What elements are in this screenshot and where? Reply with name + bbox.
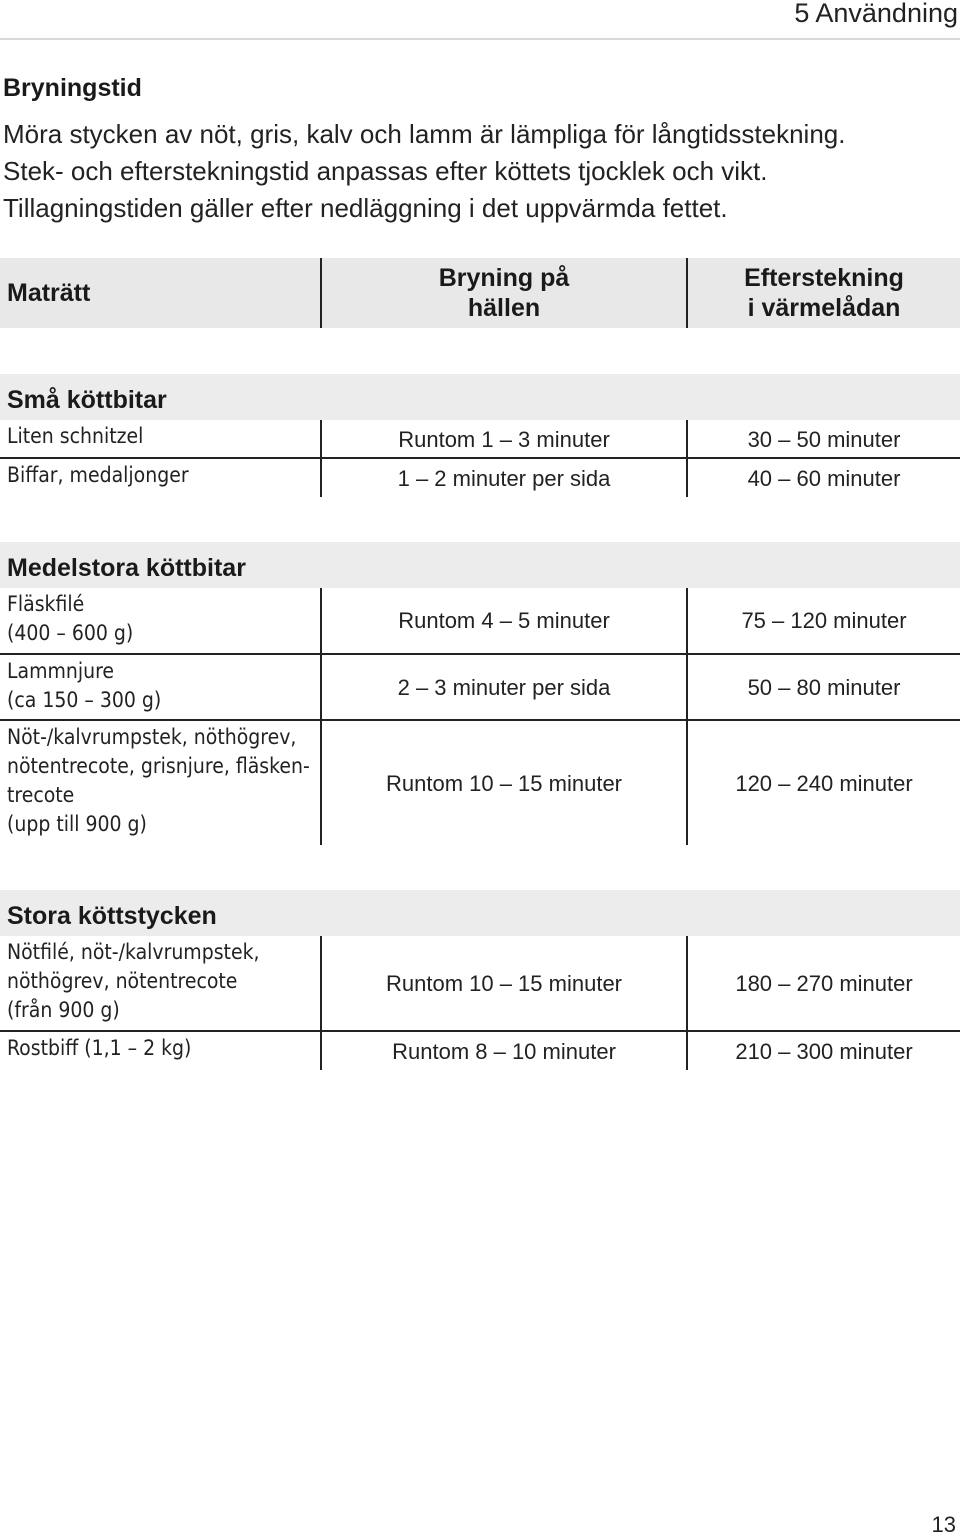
dish-cell [0, 1032, 320, 1070]
after-frying-cell: 30 – 50 minuter [686, 420, 960, 458]
chapter-heading: 5 Användning [794, 0, 958, 28]
dish-cell [0, 459, 320, 497]
dish-cell [0, 655, 320, 719]
browning-cell: 1 – 2 minuter per sida [320, 459, 686, 497]
dish-cell [0, 936, 320, 1030]
dish-text: Nöt-/kalvrumpstek, nöthögrev, [7, 725, 297, 749]
header-divider [0, 38, 960, 40]
dish-text: Biffar, medaljonger [7, 463, 189, 487]
intro-line: Stek- och efterstekningstid anpassas efter köttets tjocklek och vikt. [3, 156, 768, 186]
dish-cell [0, 721, 320, 845]
dish-text: (400 – 600 g) [7, 621, 134, 645]
table-row [0, 1032, 960, 1070]
page-number: 13 [931, 1512, 956, 1537]
table-row [0, 420, 960, 458]
intro-line: Möra stycken av nöt, gris, kalv och lamm är lämpliga för långtidsstekning. [3, 119, 846, 149]
browning-cell: 2 – 3 minuter per sida [320, 655, 686, 719]
browning-cell: Runtom 10 – 15 minuter [320, 936, 686, 1030]
after-frying-cell: 210 – 300 minuter [686, 1032, 960, 1070]
table-row [0, 721, 960, 845]
column-header-after-frying [686, 258, 960, 328]
column-header-browning [320, 258, 686, 328]
dish-text: (från 900 g) [7, 998, 120, 1022]
group-title: Stora köttstycken [7, 901, 217, 930]
after-frying-cell: 120 – 240 minuter [686, 721, 960, 845]
dish-text: (ca 150 – 300 g) [7, 688, 162, 712]
dish-text: Lammnjure [7, 659, 115, 683]
group-header-row [0, 374, 960, 420]
header-text: i värmelådan [747, 294, 901, 322]
dish-text: trecote [7, 783, 75, 807]
group-title: Medelstora köttbitar [7, 553, 246, 582]
header-text: hällen [467, 294, 541, 322]
dish-cell [0, 420, 320, 458]
after-frying-cell: 180 – 270 minuter [686, 936, 960, 1030]
header-text: Efterstekning [744, 264, 904, 292]
header-text: Bryning på [438, 264, 570, 292]
after-frying-cell: 50 – 80 minuter [686, 655, 960, 719]
table-header-row [0, 258, 960, 328]
browning-cell: Runtom 8 – 10 minuter [320, 1032, 686, 1070]
dish-text: Rostbiff (1,1 – 2 kg) [7, 1036, 192, 1060]
dish-cell [0, 588, 320, 653]
after-frying-cell: 75 – 120 minuter [686, 588, 960, 653]
column-header-dish [0, 258, 320, 328]
intro-paragraph [3, 116, 953, 227]
group-title: Små köttbitar [7, 385, 167, 414]
browning-cell: Runtom 1 – 3 minuter [320, 420, 686, 458]
browning-cell: Runtom 10 – 15 minuter [320, 721, 686, 845]
after-frying-cell: 40 – 60 minuter [686, 459, 960, 497]
dish-text: nötentrecote, grisnjure, fläsken- [7, 754, 310, 778]
dish-text: Fläskfilé [7, 592, 85, 616]
group-header-row [0, 890, 960, 936]
intro-line: Tillagningstiden gäller efter nedläggning i det uppvärmda fettet. [3, 193, 728, 223]
table-row [0, 936, 960, 1030]
dish-text: Nötfilé, nöt-/kalvrumpstek, [7, 940, 260, 964]
table-row [0, 459, 960, 497]
dish-text: Liten schnitzel [7, 424, 144, 448]
browning-cell: Runtom 4 – 5 minuter [320, 588, 686, 653]
table-row [0, 588, 960, 653]
section-title: Bryningstid [3, 74, 142, 102]
dish-text: nöthögrev, nötentrecote [7, 969, 238, 993]
dish-text: (upp till 900 g) [7, 812, 147, 836]
group-header-row [0, 542, 960, 588]
table-row [0, 655, 960, 719]
header-text: Maträtt [7, 279, 91, 307]
